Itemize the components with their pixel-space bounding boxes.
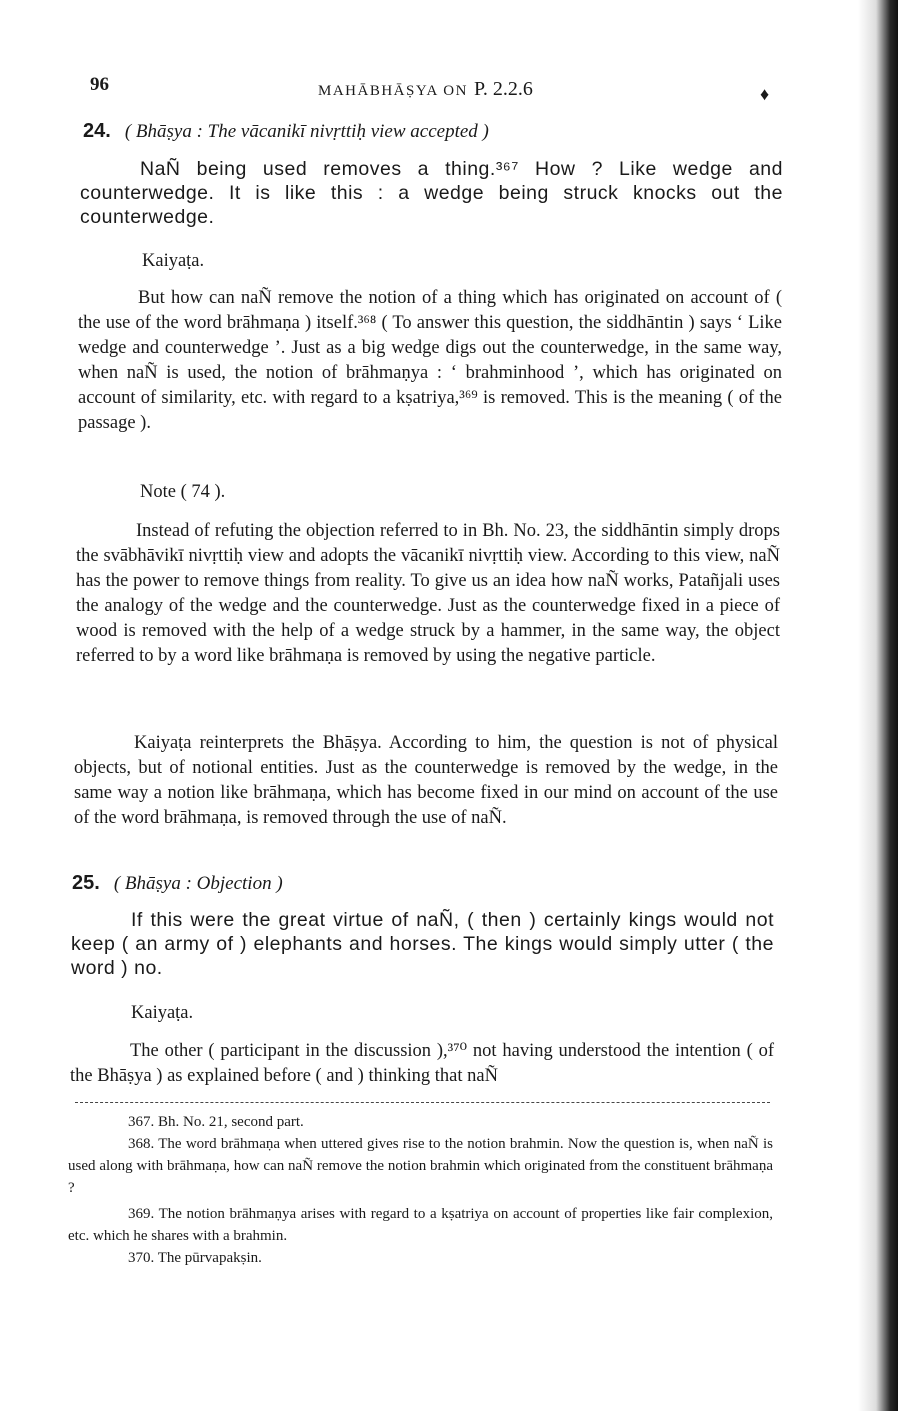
section-title: ( Bhāṣya : The vācanikī nivṛttiḥ view accepted )	[124, 121, 489, 142]
ink-mark-icon: ♦	[760, 84, 770, 104]
footnote-367: 367. Bh. No. 21, second part.	[128, 1114, 304, 1130]
bhasya-24-text: NaÑ being used removes a thing.³⁶⁷ How ? Like wedge and counterwedge. It is like this : a wedge being struck knocks out the counterwedge.	[80, 158, 783, 228]
kaiyata-24-text: But how can naÑ remove the notion of a thing which has originated on account of ( the use of the word brāhmaṇa ) itself.³⁶⁸ ( To answer this question, the siddhāntin ) says ‘ Like wedge and counterwedge ’. Just as a big wedge digs out the counterwedge, in the same way, when naÑ is used, the notion of brāhmaṇya : ‘ brahminhood ’, which has originated on account of similarity, etc. with regard to a kṣatriya,³⁶⁹ is removed. This is the meaning ( of the passage ).	[78, 288, 782, 433]
bhasya-25-text: If this were the great virtue of naÑ, ( then ) certainly kings would not keep ( an army of ) elephants and horses. The kings would simply utter ( the word ) no.	[71, 909, 774, 979]
running-title-text: MAHĀBHĀṢYA ON	[318, 83, 468, 99]
footnote-368: 368. The word brāhmaṇa when uttered gives rise to the notion brahmin. Now the question is, when naÑ is used along with brāhmaṇa, how can naÑ remove the notion brahmin which originated from the constituent brāhmaṇa ?	[68, 1136, 773, 1196]
footnote-divider	[75, 1102, 770, 1103]
kaiyata-label-24: Kaiyaṭa.	[142, 251, 205, 271]
section-25-heading	[72, 872, 772, 895]
footnote-369: 369. The notion brāhmaṇya arises with regard to a kṣatriya on account of properties like fair complexion, etc. which he shares with a brahmin.	[68, 1206, 773, 1244]
kaiyata-25-text: The other ( participant in the discussion ),³⁷⁰ not having understood the intention ( of the Bhāṣya ) as explained before ( and ) thinking that naÑ	[70, 1041, 774, 1086]
running-title	[318, 78, 533, 101]
page-edge-shadow	[858, 0, 898, 1411]
running-reference: P. 2.2.6	[473, 78, 533, 100]
note-paragraph-2: Kaiyaṭa reinterprets the Bhāṣya. According to him, the question is not of physical objects, but of notional entities. Just as the counterwedge is removed by the wedge, in the same way a notion like brāhmaṇa, which has become fixed in our mind on account of the use of the word brāhmaṇa, is removed through the use of naÑ.	[74, 733, 778, 828]
footnotes	[68, 1111, 773, 1269]
section-number: 25.	[72, 872, 100, 894]
page-number: 96	[90, 74, 109, 95]
section-number: 24.	[83, 120, 111, 142]
section-24-heading	[83, 120, 783, 143]
page-header	[90, 74, 780, 104]
section-title: ( Bhāṣya : Objection )	[113, 873, 283, 894]
note-paragraph-1: Instead of refuting the objection referred to in Bh. No. 23, the siddhāntin simply drops the svābhāvikī nivṛttiḥ view and adopts the vācanikī nivṛttiḥ view. According to this view, naÑ has the power to remove things from reality. To give us an idea how naÑ works, Patañjali uses the analogy of the wedge and the counterwedge. Just as the counterwedge fixed in a piece of wood is removed with the help of a wedge struck by a hammer, in the same way, the object referred to by a word like brāhmaṇa is removed by using the negative particle.	[76, 521, 780, 666]
note-label: Note ( 74 ).	[140, 482, 226, 502]
footnote-370: 370. The pūrvapakṣin.	[128, 1250, 262, 1266]
kaiyata-label-25: Kaiyaṭa.	[131, 1003, 194, 1023]
